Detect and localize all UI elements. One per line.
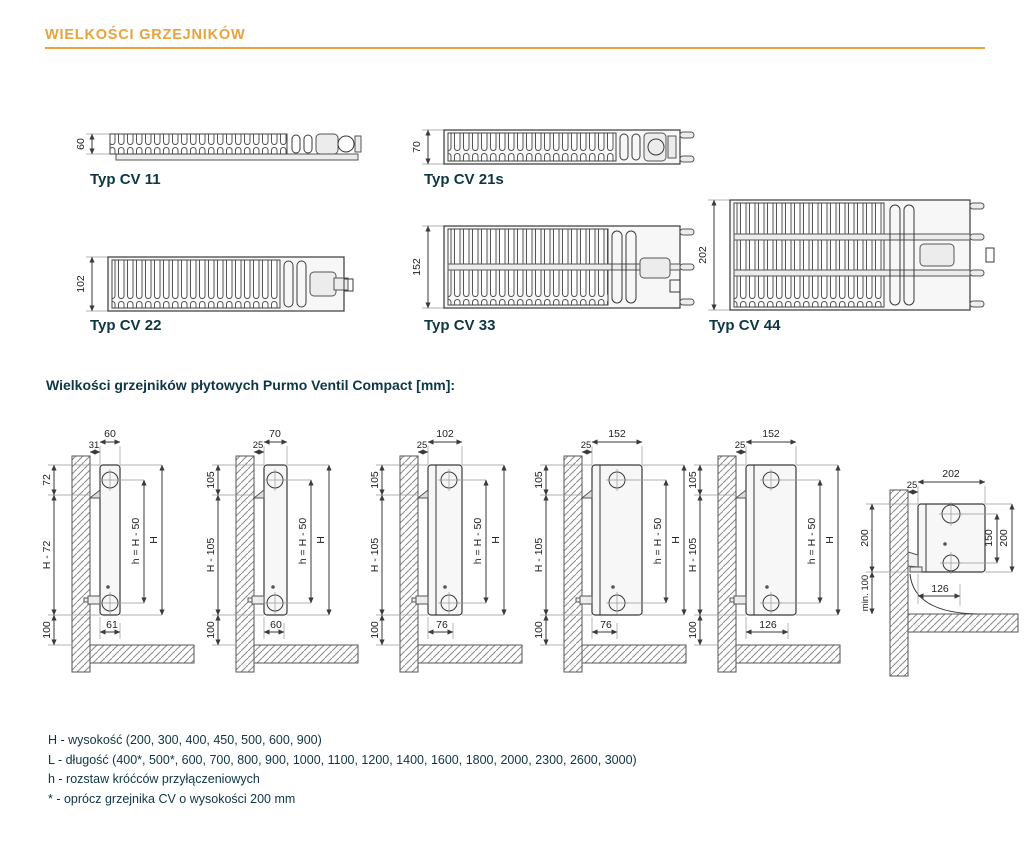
dim-pipe-spacing: h = H - 50 bbox=[130, 517, 142, 565]
dim-label-cv33-depth: 152 bbox=[411, 258, 423, 276]
cv44-side-tab bbox=[986, 248, 994, 262]
dim-middle: H - 105 bbox=[687, 537, 699, 573]
dim-height: H bbox=[670, 536, 682, 544]
cv33-pipe-mid bbox=[680, 264, 694, 270]
cv22-valve-block bbox=[310, 272, 336, 296]
dim-wall-offset: 25 bbox=[416, 440, 428, 451]
cv44-fin-row bbox=[734, 203, 884, 307]
cross-section-4 bbox=[534, 420, 694, 688]
dim-lower: 100 bbox=[41, 621, 53, 639]
dim-middle: H - 105 bbox=[205, 537, 217, 573]
dim-height: H bbox=[315, 536, 327, 544]
section-subtitle: Wielkości grzejników płytowych Purmo Ventil Compact [mm]: bbox=[46, 377, 456, 393]
cv33-pipe-bottom bbox=[680, 299, 694, 305]
valve bbox=[416, 596, 428, 604]
legend-line-length: L - długość (400*, 500*, 600, 700, 800, 900, 1000, 1100, 1200, 1400, 1600, 1800, 2000, 2300, 2600, 3000) bbox=[48, 752, 637, 767]
dim-lower: 100 bbox=[205, 621, 217, 639]
dim-pipe-spacing: h = H - 50 bbox=[472, 517, 484, 565]
cv22-fin-row bbox=[112, 260, 280, 308]
dim-wall-offset: 25 bbox=[252, 440, 264, 451]
cv11-valve-block bbox=[316, 134, 338, 154]
cv33-top-view-diagram bbox=[408, 222, 698, 316]
floor bbox=[908, 614, 1018, 632]
dim-label-cv22-depth: 102 bbox=[75, 275, 87, 293]
valve bbox=[252, 596, 264, 604]
cross-section-5 bbox=[688, 420, 848, 688]
dim-bottom-offset: 126 bbox=[931, 583, 949, 595]
dim-pipe-spacing: h = H - 50 bbox=[297, 517, 309, 565]
floor bbox=[254, 645, 358, 663]
legend-line-height: H - wysokość (200, 300, 400, 450, 500, 600, 900) bbox=[48, 733, 322, 747]
wall bbox=[718, 456, 736, 672]
cv44-mid-panel-2 bbox=[734, 270, 970, 276]
dim-top-width: 102 bbox=[436, 428, 454, 440]
cv33-valve-block bbox=[640, 258, 670, 278]
dim-pipe-spacing: 150 bbox=[983, 529, 995, 547]
dim-lower: 100 bbox=[533, 621, 545, 639]
legend-line-footnote: * - oprócz grzejnika CV o wysokości 200 mm bbox=[48, 791, 296, 806]
cross-section-1 bbox=[42, 420, 202, 688]
cv22-top-view-diagram bbox=[72, 252, 362, 318]
dim-top-width: 60 bbox=[104, 428, 116, 440]
cv22-type-label: Typ CV 22 bbox=[90, 317, 162, 334]
dim-top-width: 152 bbox=[608, 428, 626, 440]
dim-top-width: 202 bbox=[942, 468, 960, 480]
dim-wall-offset: 25 bbox=[906, 480, 918, 491]
dim-height: 200 bbox=[998, 529, 1010, 547]
wall bbox=[236, 456, 254, 672]
cv44-pipe-mid2 bbox=[970, 270, 984, 276]
dim-middle: H - 105 bbox=[369, 537, 381, 573]
cv44-mid-panel-1 bbox=[734, 234, 970, 240]
cv11-base-panel bbox=[116, 154, 358, 160]
cv44-type-label: Typ CV 44 bbox=[709, 317, 781, 334]
legend-line-spacing: h - rozstaw króćców przyłączeniowych bbox=[48, 772, 260, 786]
dim-wall-offset: 31 bbox=[88, 440, 100, 451]
cv44-pipe-top bbox=[970, 203, 984, 209]
corner-section-diagram bbox=[850, 464, 1025, 689]
floor bbox=[90, 645, 194, 663]
valve bbox=[580, 596, 592, 604]
wall bbox=[890, 490, 908, 676]
dim-wall-offset: 25 bbox=[580, 440, 592, 451]
cv44-valve-block bbox=[920, 244, 954, 266]
cv33-type-label: Typ CV 33 bbox=[424, 317, 496, 334]
mount-bracket bbox=[90, 490, 100, 498]
cv44-pipe-mid1 bbox=[970, 234, 984, 240]
page-title: WIELKOŚCI GRZEJNIKÓW bbox=[45, 27, 246, 43]
cross-section-2 bbox=[206, 420, 366, 688]
mount-bracket bbox=[736, 490, 746, 498]
cross-section-3 bbox=[370, 420, 530, 688]
floor bbox=[582, 645, 686, 663]
dim-upper: 105 bbox=[533, 471, 545, 489]
dim-bottom-offset: 126 bbox=[759, 619, 777, 631]
dim-bottom-offset: 60 bbox=[270, 619, 282, 631]
dim-height: H bbox=[824, 536, 836, 544]
cv21s-fin-row bbox=[448, 133, 616, 161]
mount-bracket bbox=[582, 490, 592, 498]
dim-pipe-spacing: h = H - 50 bbox=[652, 517, 664, 565]
dim-top-width: 70 bbox=[269, 428, 281, 440]
cv11-top-view-diagram bbox=[72, 126, 362, 170]
cv44-pipe-bottom bbox=[970, 301, 984, 307]
dim-upper: 105 bbox=[687, 471, 699, 489]
cv21s-type-label: Typ CV 21s bbox=[424, 171, 504, 188]
dim-upper: 105 bbox=[369, 471, 381, 489]
dim-left-height: 200 bbox=[859, 529, 871, 547]
cv44-top-view-diagram bbox=[694, 196, 994, 318]
dim-wall-offset: 25 bbox=[734, 440, 746, 451]
floor bbox=[418, 645, 522, 663]
dim-height: H bbox=[490, 536, 502, 544]
valve bbox=[908, 552, 918, 567]
dim-clearance: min. 100 bbox=[860, 574, 871, 612]
legend bbox=[48, 731, 637, 809]
dim-pipe-spacing: h = H - 50 bbox=[806, 517, 818, 565]
wall bbox=[400, 456, 418, 672]
dim-label-cv11-depth: 60 bbox=[75, 138, 87, 150]
dim-label-cv21s-depth: 70 bbox=[411, 141, 423, 153]
wall bbox=[564, 456, 582, 672]
mount-bracket bbox=[418, 490, 428, 498]
dim-top-width: 152 bbox=[762, 428, 780, 440]
dim-lower: 100 bbox=[687, 621, 699, 639]
dim-lower: 100 bbox=[369, 621, 381, 639]
mount-bracket bbox=[254, 490, 264, 498]
dim-height: H bbox=[148, 536, 160, 544]
valve bbox=[734, 596, 746, 604]
wall bbox=[72, 456, 90, 672]
cv21s-valve-block bbox=[644, 133, 666, 161]
dim-upper: 105 bbox=[205, 471, 217, 489]
cv21s-pipe-top bbox=[680, 132, 694, 138]
dim-bottom-offset: 76 bbox=[436, 619, 448, 631]
dim-bottom-offset: 76 bbox=[600, 619, 612, 631]
cv11-type-label: Typ CV 11 bbox=[90, 171, 161, 188]
dim-bottom-offset: 61 bbox=[106, 619, 118, 631]
cv21s-pipe-bottom bbox=[680, 156, 694, 162]
floor bbox=[736, 645, 840, 663]
dim-upper: 72 bbox=[41, 474, 53, 486]
title-underline bbox=[45, 47, 985, 49]
valve bbox=[88, 596, 100, 604]
dim-middle: H - 72 bbox=[41, 540, 53, 570]
dim-label-cv44-depth: 202 bbox=[697, 246, 709, 264]
cv33-pipe-top bbox=[680, 229, 694, 235]
cv21s-top-view-diagram bbox=[408, 124, 698, 172]
cv11-fin-row bbox=[110, 134, 287, 154]
dim-middle: H - 105 bbox=[533, 537, 545, 573]
